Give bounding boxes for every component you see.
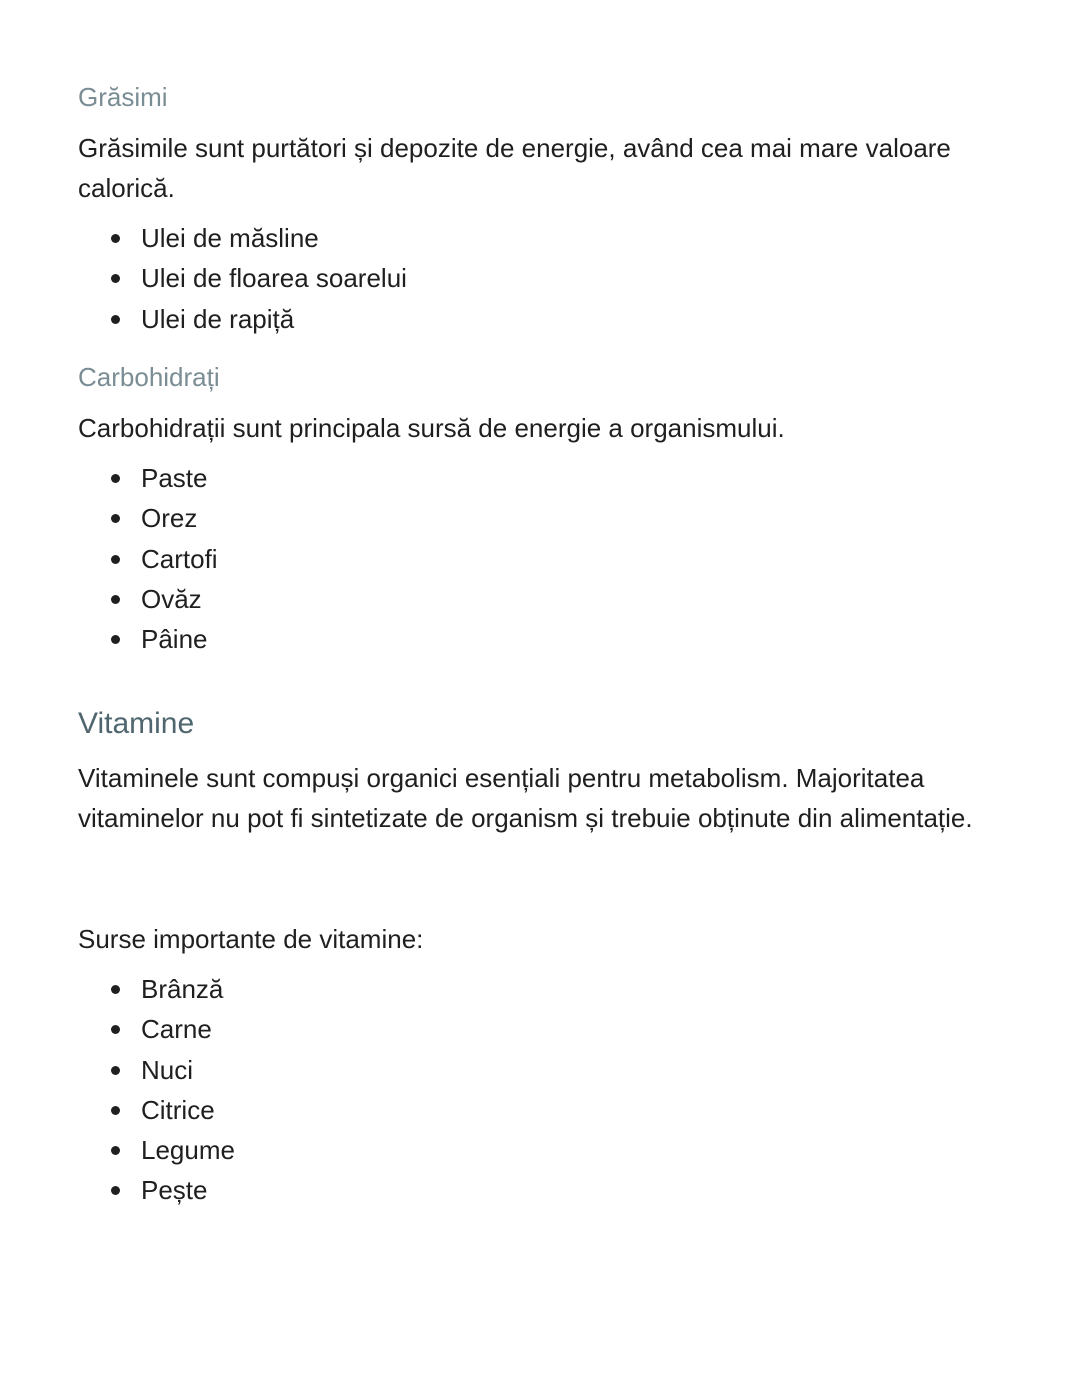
list-item: Ulei de rapiță	[108, 299, 407, 339]
list-item: Pâine	[108, 619, 218, 659]
list-item: Ulei de floarea soarelui	[108, 258, 407, 298]
vitamins-paragraph: Vitaminele sunt compuși organici esențiali pentru metabolism. Majoritatea vitaminelor nu pot fi sintetizate de organism și trebuie obținute din alimentație.	[78, 763, 973, 833]
carbs-paragraph: Carbohidrații sunt principala sursă de energie a organismului.	[78, 413, 785, 443]
list-item: Carne	[108, 1009, 235, 1049]
vitamins-sources-label: Surse importante de vitamine:	[78, 924, 424, 954]
list-item: Citrice	[108, 1090, 235, 1130]
list-item: Brânză	[108, 969, 235, 1009]
vitamins-list	[108, 969, 235, 1211]
list-item: Nuci	[108, 1050, 235, 1090]
fats-heading: Grăsimi	[78, 82, 168, 112]
list-item: Pește	[108, 1170, 235, 1210]
list-item: Ulei de măsline	[108, 218, 407, 258]
carbs-list	[108, 458, 218, 659]
list-item: Legume	[108, 1130, 235, 1170]
fats-paragraph: Grăsimile sunt purtători și depozite de energie, având cea mai mare valoare calorică.	[78, 133, 951, 203]
fats-list	[108, 218, 407, 339]
list-item: Cartofi	[108, 539, 218, 579]
list-item: Ovăz	[108, 579, 218, 619]
vitamins-heading: Vitamine	[78, 707, 195, 740]
list-item: Orez	[108, 498, 218, 538]
list-item: Paste	[108, 458, 218, 498]
carbs-heading: Carbohidrați	[78, 362, 220, 392]
